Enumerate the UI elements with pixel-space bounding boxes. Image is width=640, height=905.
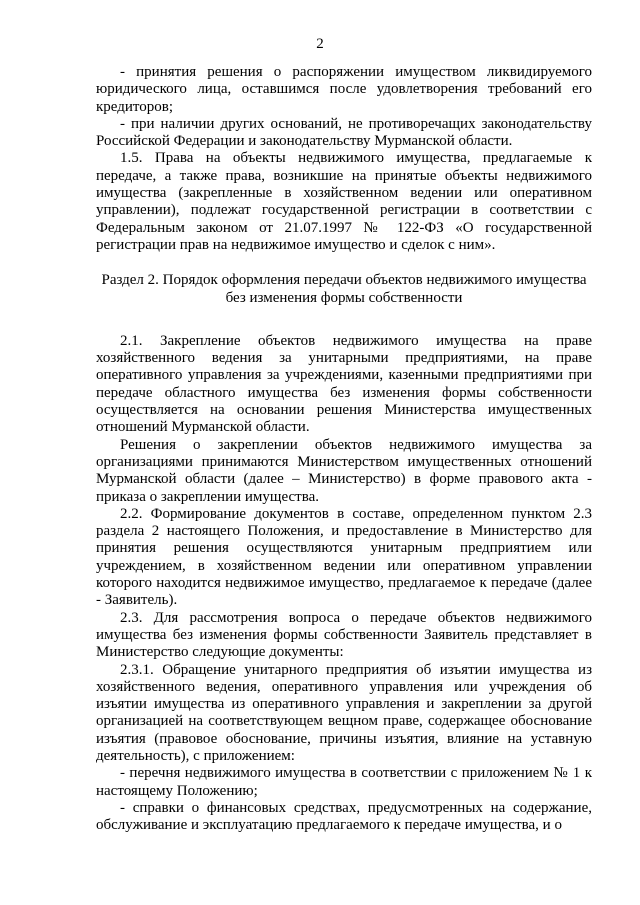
paragraph: - при наличии других оснований, не противоречащих законодательству Российской Федерации и законодательству Мурманской области.	[96, 115, 592, 150]
paragraph: - принятия решения о распоряжении имуществом ликвидируемого юридического лица, оставшимся после удовлетворения требований его кредиторов;	[96, 64, 592, 115]
paragraph: - справки о финансовых средствах, предусмотренных на содержание, обслуживание и эксплуатацию предлагаемого к передаче имущества, и о	[96, 799, 592, 834]
paragraph: - перечня недвижимого имущества в соответствии с приложением № 1 к настоящему Положению;	[96, 765, 592, 799]
paragraph: 2.3.1. Обращение унитарного предприятия об изъятии имущества из хозяйственного ведения, оперативного управления или учреждения об изъятии имущества из оперативного управления и закреплении за другой организацией на соответствующем вещном праве, содержащее обоснование изъятия (правовое обоснование, причины изъятия, влияние на уставную деятельность), с приложением:	[96, 661, 592, 764]
paragraph: 1.5. Права на объекты недвижимого имущества, предлагаемые к передаче, а также права, возникшие на принятые объекты недвижимого имущества (закрепленные в хозяйственном ведении или оперативном управлении), подлежат государственной регистрации в соответствии с Федеральным законом от 21.07.1997 № 122-ФЗ «О государственной регистрации прав на недвижимое имущество и сделок с ним».	[96, 150, 592, 253]
page-number: 2	[316, 36, 324, 52]
document-body	[96, 64, 592, 834]
paragraph: Решения о закреплении объектов недвижимого имущества за организациями принимаются Министерством имущественных отношений Мурманской области (далее – Министерство) в форме правового акта - приказа о закреплении имущества.	[96, 436, 592, 505]
paragraph: 2.1. Закрепление объектов недвижимого имущества на праве хозяйственного ведения за унитарными предприятиями, на праве оперативного управления за учреждениями, казенными предприятиями при передаче областного имущества без изменения формы собственности осуществляется на основании решения Министерства имущественных отношений Мурманской области.	[96, 332, 592, 436]
section-heading-line: Раздел 2. Порядок оформления передачи объектов недвижимого имущества	[101, 272, 587, 289]
section-heading-line: без изменения формы собственности	[225, 289, 463, 306]
paragraph: 2.3. Для рассмотрения вопроса о передаче объектов недвижимого имущества без изменения формы собственности Заявитель представляет в Министерство следующие документы:	[96, 609, 592, 661]
paragraph: 2.2. Формирование документов в составе, определенном пунктом 2.3 раздела 2 настоящего Положения, и предоставление в Министерство для принятия решения осуществляются унитарным предприятием или учреждением, в хозяйственном ведении или оперативном управлении которого находится недвижимое имущество, предлагаемое к передаче (далее - Заявитель).	[96, 505, 592, 609]
section-heading	[96, 272, 592, 307]
